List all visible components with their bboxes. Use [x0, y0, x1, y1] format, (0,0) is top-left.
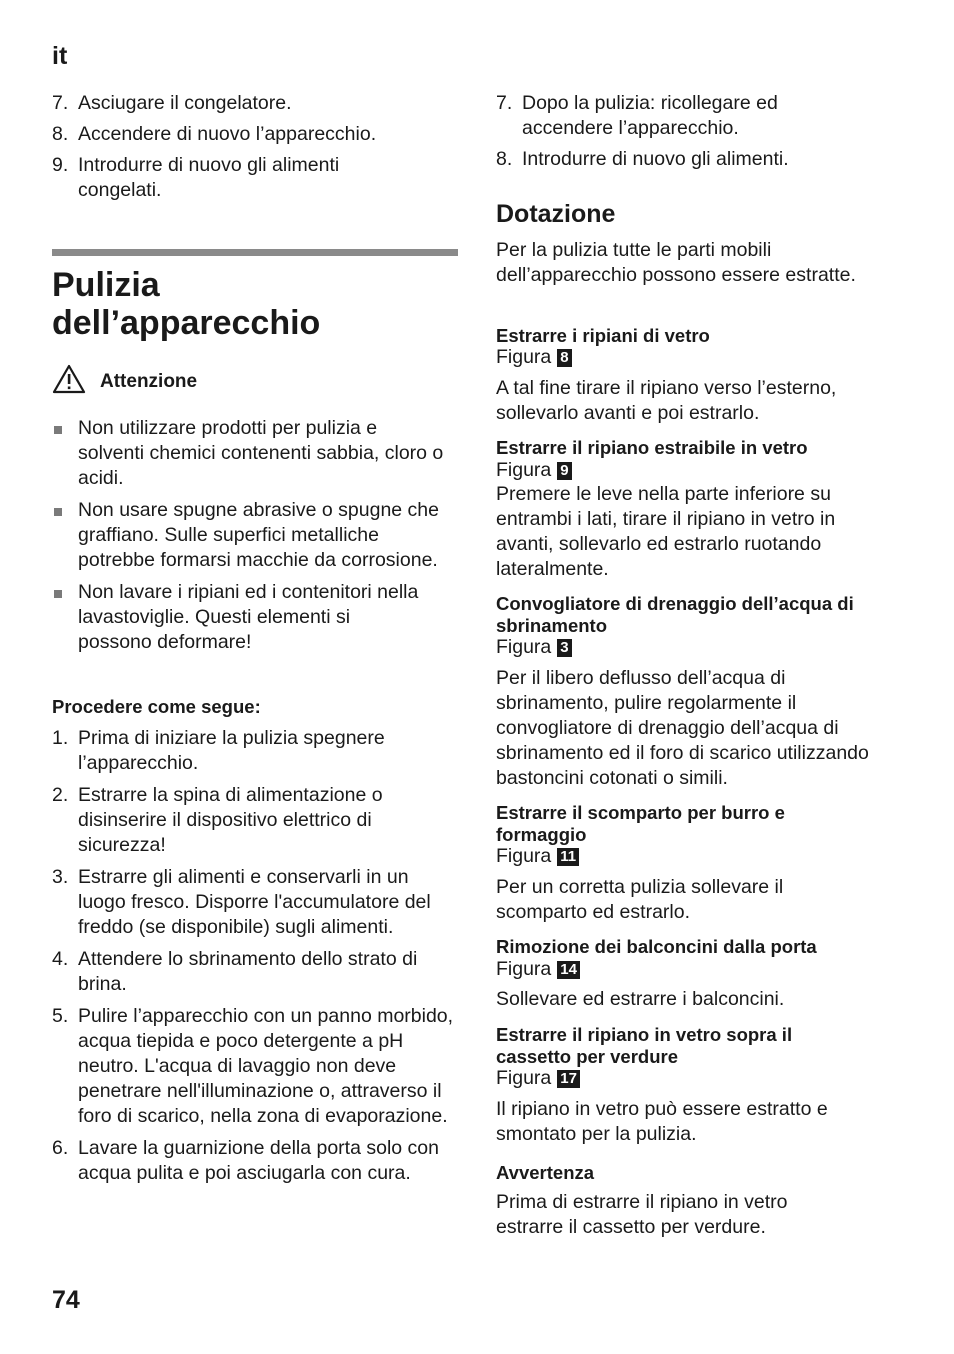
subsection-text: Il ripiano in vetro può essere estratto e smontato per la pulizia.: [496, 1098, 828, 1145]
subsection-text: A tal fine tirare il ripiano verso l’esterno, sollevarlo avanti e poi estrarlo.: [496, 377, 837, 424]
bullet-square-icon: [54, 426, 62, 434]
figure-number-badge: 11: [557, 848, 579, 866]
subsection-text: Per il libero deflusso dell’acqua di sbrinamento, pulire regolarmente il convogliatore di drenaggio dell’acqua di sbrinamento ed il foro di scarico utilizzando bastoncini cotonati o simili.: [496, 667, 869, 789]
list-item: 2. Estrarre la spina di alimentazione o disinserire il dispositivo elettrico di sicurezza!: [52, 784, 383, 856]
list-item: Non utilizzare prodotti per pulizia e solventi chemici contenenti sabbia, cloro o acidi.: [52, 416, 448, 491]
list-item: 7. Asciugare il congelatore.: [52, 92, 292, 114]
warning-bullets: [52, 416, 458, 655]
warning-header: [52, 364, 197, 399]
list-item: Non lavare i ripiani ed i contenitori nella lavastoviglie. Questi elementi si possono deformare!: [52, 580, 428, 655]
subsection-title: Convogliatore di drenaggio dell’acqua di sbrinamento: [496, 593, 854, 636]
page-number: 74: [52, 1286, 80, 1314]
warning-label: Attenzione: [100, 370, 198, 392]
warning-triangle-icon: [52, 364, 86, 399]
figure-number-badge: 17: [557, 1070, 580, 1088]
figure-ref: Figura 11: [496, 844, 579, 868]
list-item: 4. Attendere lo sbrinamento dello strato di brina.: [52, 948, 418, 995]
intro-steps-list: [52, 91, 458, 203]
procedure-heading: Procedere come segue:: [52, 696, 261, 717]
subsection-text: Premere le leve nella parte inferiore su entrambi i lati, tirare il ripiano in vetro in avanti, sollevarlo ed estrarlo ruotando lateralmente.: [496, 483, 836, 580]
bullet-square-icon: [54, 590, 62, 598]
figure-number-badge: 8: [557, 349, 571, 367]
figure-number-badge: 3: [557, 639, 571, 657]
section-divider: [52, 249, 458, 256]
list-item: 5. Pulire l’apparecchio con un panno morbido, acqua tiepida e poco detergente a pH neutro. L'acqua di lavaggio non deve penetrare nell'illuminazione o, attraverso il foro di scarico, nella zona di evaporazione.: [52, 1005, 454, 1127]
figure-ref: Figura 17: [496, 1066, 580, 1090]
right-steps-list: [496, 91, 826, 172]
subsection-title: Estrarre il scomparto per burro e formaggio: [496, 802, 785, 845]
subsection-title: Rimozione dei balconcini dalla porta: [496, 936, 817, 957]
language-code: it: [52, 42, 68, 70]
subsection-title: Estrarre i ripiani di vetro: [496, 325, 710, 346]
list-item: 6. Lavare la guarnizione della porta solo con acqua pulita e poi asciugarla con cura.: [52, 1137, 439, 1184]
list-item: 3. Estrarre gli alimenti e conservarli in un luogo fresco. Disporre l'accumulatore del freddo (se disponibile) sugli alimenti.: [52, 866, 431, 938]
list-item: 9. Introdurre di nuovo gli alimenti congelati.: [52, 154, 340, 201]
figure-ref: Figura 9: [496, 458, 572, 482]
list-item: 7. Dopo la pulizia: ricollegare ed accendere l’apparecchio.: [496, 92, 778, 139]
list-item: Non usare spugne abrasive o spugne che graffiano. Sulle superfici metalliche potrebbe formarsi macchie da corrosione.: [52, 498, 458, 573]
figure-number-badge: 9: [557, 462, 571, 480]
procedure-steps-list: [52, 726, 458, 1186]
list-item: 8. Accendere di nuovo l’apparecchio.: [52, 123, 377, 145]
subsection-text: Per un corretta pulizia sollevare il scomparto ed estrarlo.: [496, 876, 784, 923]
figure-ref: Figura 8: [496, 345, 572, 369]
figure-ref: Figura 3: [496, 635, 572, 659]
page-title: Pulizia dell’apparecchio: [52, 266, 321, 342]
list-item: 8. Introdurre di nuovo gli alimenti.: [496, 148, 789, 170]
figure-number-badge: 14: [557, 961, 580, 979]
note-text: Prima di estrarre il ripiano in vetro estrarre il cassetto per verdure.: [496, 1191, 788, 1238]
list-item: 1. Prima di iniziare la pulizia spegnere l’apparecchio.: [52, 727, 385, 774]
subsection-text: Sollevare ed estrarre i balconcini.: [496, 988, 785, 1010]
figure-ref: Figura 14: [496, 957, 580, 981]
note-title: Avvertenza: [496, 1162, 595, 1183]
section-title-dotazione: Dotazione: [496, 200, 616, 228]
subsection-title: Estrarre il ripiano estraibile in vetro: [496, 437, 808, 458]
subsection-title: Estrarre il ripiano in vetro sopra il cassetto per verdure: [496, 1024, 793, 1067]
dotazione-intro: Per la pulizia tutte le parti mobili dell’apparecchio possono essere estratte.: [496, 239, 856, 286]
bullet-square-icon: [54, 508, 62, 516]
